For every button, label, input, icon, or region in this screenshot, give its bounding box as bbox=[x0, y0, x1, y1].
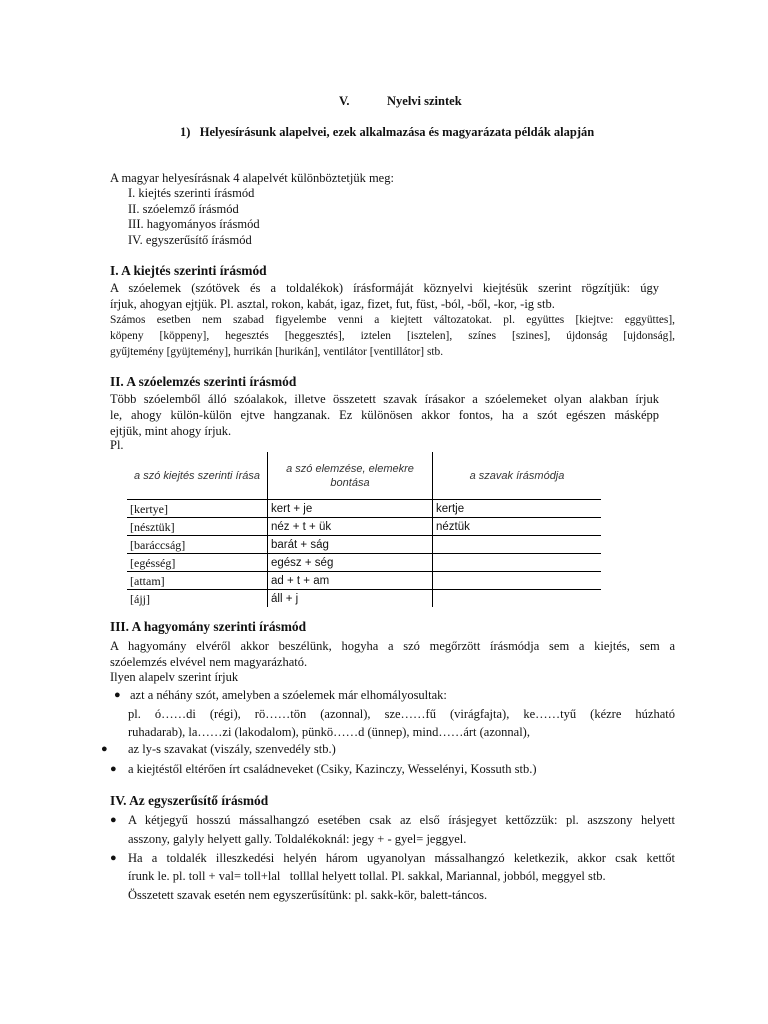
principle-item: I. kiejtés szerinti írásmód bbox=[128, 186, 255, 200]
paragraph-line: ruhadarab), la……zi (lakodalom), pünkö……d (ünnep), mind……árt (azonnal), bbox=[128, 725, 530, 739]
paragraph-line: asszony, galyly helyett gally. Toldalékoknál: jegy + - gyel= jeggyel. bbox=[128, 832, 467, 846]
paragraph-line: szóelemzés elvével nem magyarázható. bbox=[110, 655, 308, 669]
table-cell: [ájj] bbox=[127, 590, 268, 608]
subtitle: 1) Helyesírásunk alapelvei, ezek alkalmazása és magyarázata példák alapján bbox=[180, 125, 595, 139]
table-cell: ad + t + am bbox=[268, 572, 433, 590]
paragraph-line: pl. ó……di (régi), rö……tön (azonnal), sze……fű (virágfajta), ke……tyű (kézre húzható bbox=[128, 707, 675, 721]
bullet-dot: ● bbox=[114, 689, 121, 701]
paragraph-line: Számos esetben nem szabad figyelembe venni a kiejtett változatokat. pl. együttes [kiejtve: eggyüttes], bbox=[110, 314, 675, 326]
bullet-dot: ● bbox=[110, 763, 117, 775]
paragraph-line: A hagyomány elvéről akkor beszélünk, hogyha a szó megőrzött írásmódja sem a kiejtés, sem a bbox=[110, 639, 675, 653]
table-cell: kert + je bbox=[268, 500, 433, 518]
table-row bbox=[127, 518, 601, 536]
paragraph-line: gyűjtemény [gyüjtemény], hurrikán [hurikán], ventilátor [ventillátor] stb. bbox=[110, 346, 444, 358]
table-cell: [nésztük] bbox=[127, 518, 268, 536]
table-row bbox=[127, 536, 601, 554]
bullet-dot: ● bbox=[110, 814, 117, 826]
paragraph-line: A kétjegyű hosszú mássalhangzó esetében csak az első írásjegyet kettőzzük: pl. aszszony helyett bbox=[128, 813, 675, 827]
section-heading: IV. Az egyszerűsítő írásmód bbox=[110, 793, 269, 808]
section-heading: III. A hagyomány szerinti írásmód bbox=[110, 619, 307, 634]
table-cell: [egésség] bbox=[127, 554, 268, 572]
bullet-text: azt a néhány szót, amelyben a szóelemek már elhomályosultak: bbox=[130, 688, 447, 702]
table-cell: áll + j bbox=[268, 590, 433, 608]
bullet-text: a kiejtéstől eltérően írt családneveket (Csiky, Kazinczy, Wesselényi, Kossuth stb.) bbox=[128, 762, 537, 776]
column-header: a szavak írásmódja bbox=[433, 452, 602, 500]
table-row bbox=[127, 572, 601, 590]
paragraph-line: köpeny [köppeny], hegesztés [heggesztés], iztelen [isztelen], színes [szines], újdonság [ujdonság], bbox=[110, 330, 675, 342]
bullet-dot: ● bbox=[110, 852, 117, 864]
table-row bbox=[127, 500, 601, 518]
principle-item: II. szóelemző írásmód bbox=[128, 202, 239, 216]
paragraph-line: ejtjük, mint ahogy írjuk. bbox=[110, 424, 232, 438]
example-table bbox=[127, 452, 601, 607]
bullet-text: az ly-s szavakat (viszály, szenvedély stb.) bbox=[128, 742, 336, 756]
column-header: a szó kiejtés szerinti írása bbox=[127, 452, 268, 500]
table-header-row bbox=[127, 452, 601, 500]
table-cell bbox=[433, 554, 602, 572]
paragraph-line: írunk le. pl. toll + val= toll+lal tolllal helyett tollal. Pl. sakkal, Mariannal, jobból, meggyel stb. bbox=[128, 869, 606, 883]
table-cell bbox=[433, 590, 602, 608]
bullet-dot: ● bbox=[101, 743, 108, 755]
paragraph-line: le, ahogy külön-külön ejtve hangzanak. Ez különösen akkor fontos, ha a szót egészen másképp bbox=[110, 408, 659, 422]
paragraph-line: Ilyen alapelv szerint írjuk bbox=[110, 670, 239, 684]
table-cell: [kertye] bbox=[127, 500, 268, 518]
paragraph-line: Pl. bbox=[110, 438, 124, 452]
intro-text: A magyar helyesírásnak 4 alapelvét különböztetjük meg: bbox=[110, 171, 394, 185]
table-cell: [baráccság] bbox=[127, 536, 268, 554]
table-row bbox=[127, 590, 601, 608]
table-cell: [attam] bbox=[127, 572, 268, 590]
table-cell bbox=[433, 572, 602, 590]
table-cell: néztük bbox=[433, 518, 602, 536]
paragraph-line: Több szóelemből álló szóalakok, illetve összetett szavak írásakor a szóelemeket olyan alakban írjuk bbox=[110, 392, 659, 406]
chapter-title: Nyelvi szintek bbox=[387, 94, 462, 108]
paragraph-line: Összetett szavak esetén nem egyszerűsítünk: pl. sakk-kör, balett-táncos. bbox=[128, 888, 488, 902]
chapter-number: V. bbox=[339, 94, 350, 108]
section-heading: I. A kiejtés szerinti írásmód bbox=[110, 263, 267, 278]
table-row bbox=[127, 554, 601, 572]
principle-item: IV. egyszerűsítő írásmód bbox=[128, 233, 252, 247]
paragraph-line: írjuk, ahogyan ejtjük. Pl. asztal, rokon, kabát, igaz, fizet, fut, füst, -ból, -ből, -kor, -ig stb. bbox=[110, 297, 555, 311]
paragraph-line: Ha a toldalék illeszkedési helyén három ugyanolyan mássalhangzó keletkezik, akkor csak kettőt bbox=[128, 851, 675, 865]
section-heading: II. A szóelemzés szerinti írásmód bbox=[110, 374, 297, 389]
table-cell: egész + ség bbox=[268, 554, 433, 572]
principle-item: III. hagyományos írásmód bbox=[128, 217, 260, 231]
table-cell: kertje bbox=[433, 500, 602, 518]
column-header: a szó elemzése, elemekre bontása bbox=[268, 452, 433, 500]
table-cell: barát + ság bbox=[268, 536, 433, 554]
paragraph-line: A szóelemek (szótövek és a toldalékok) írásformáját köznyelvi kiejtésük szerint rögzítjük: úgy bbox=[110, 281, 659, 295]
table-cell: néz + t + ük bbox=[268, 518, 433, 536]
table-cell bbox=[433, 536, 602, 554]
